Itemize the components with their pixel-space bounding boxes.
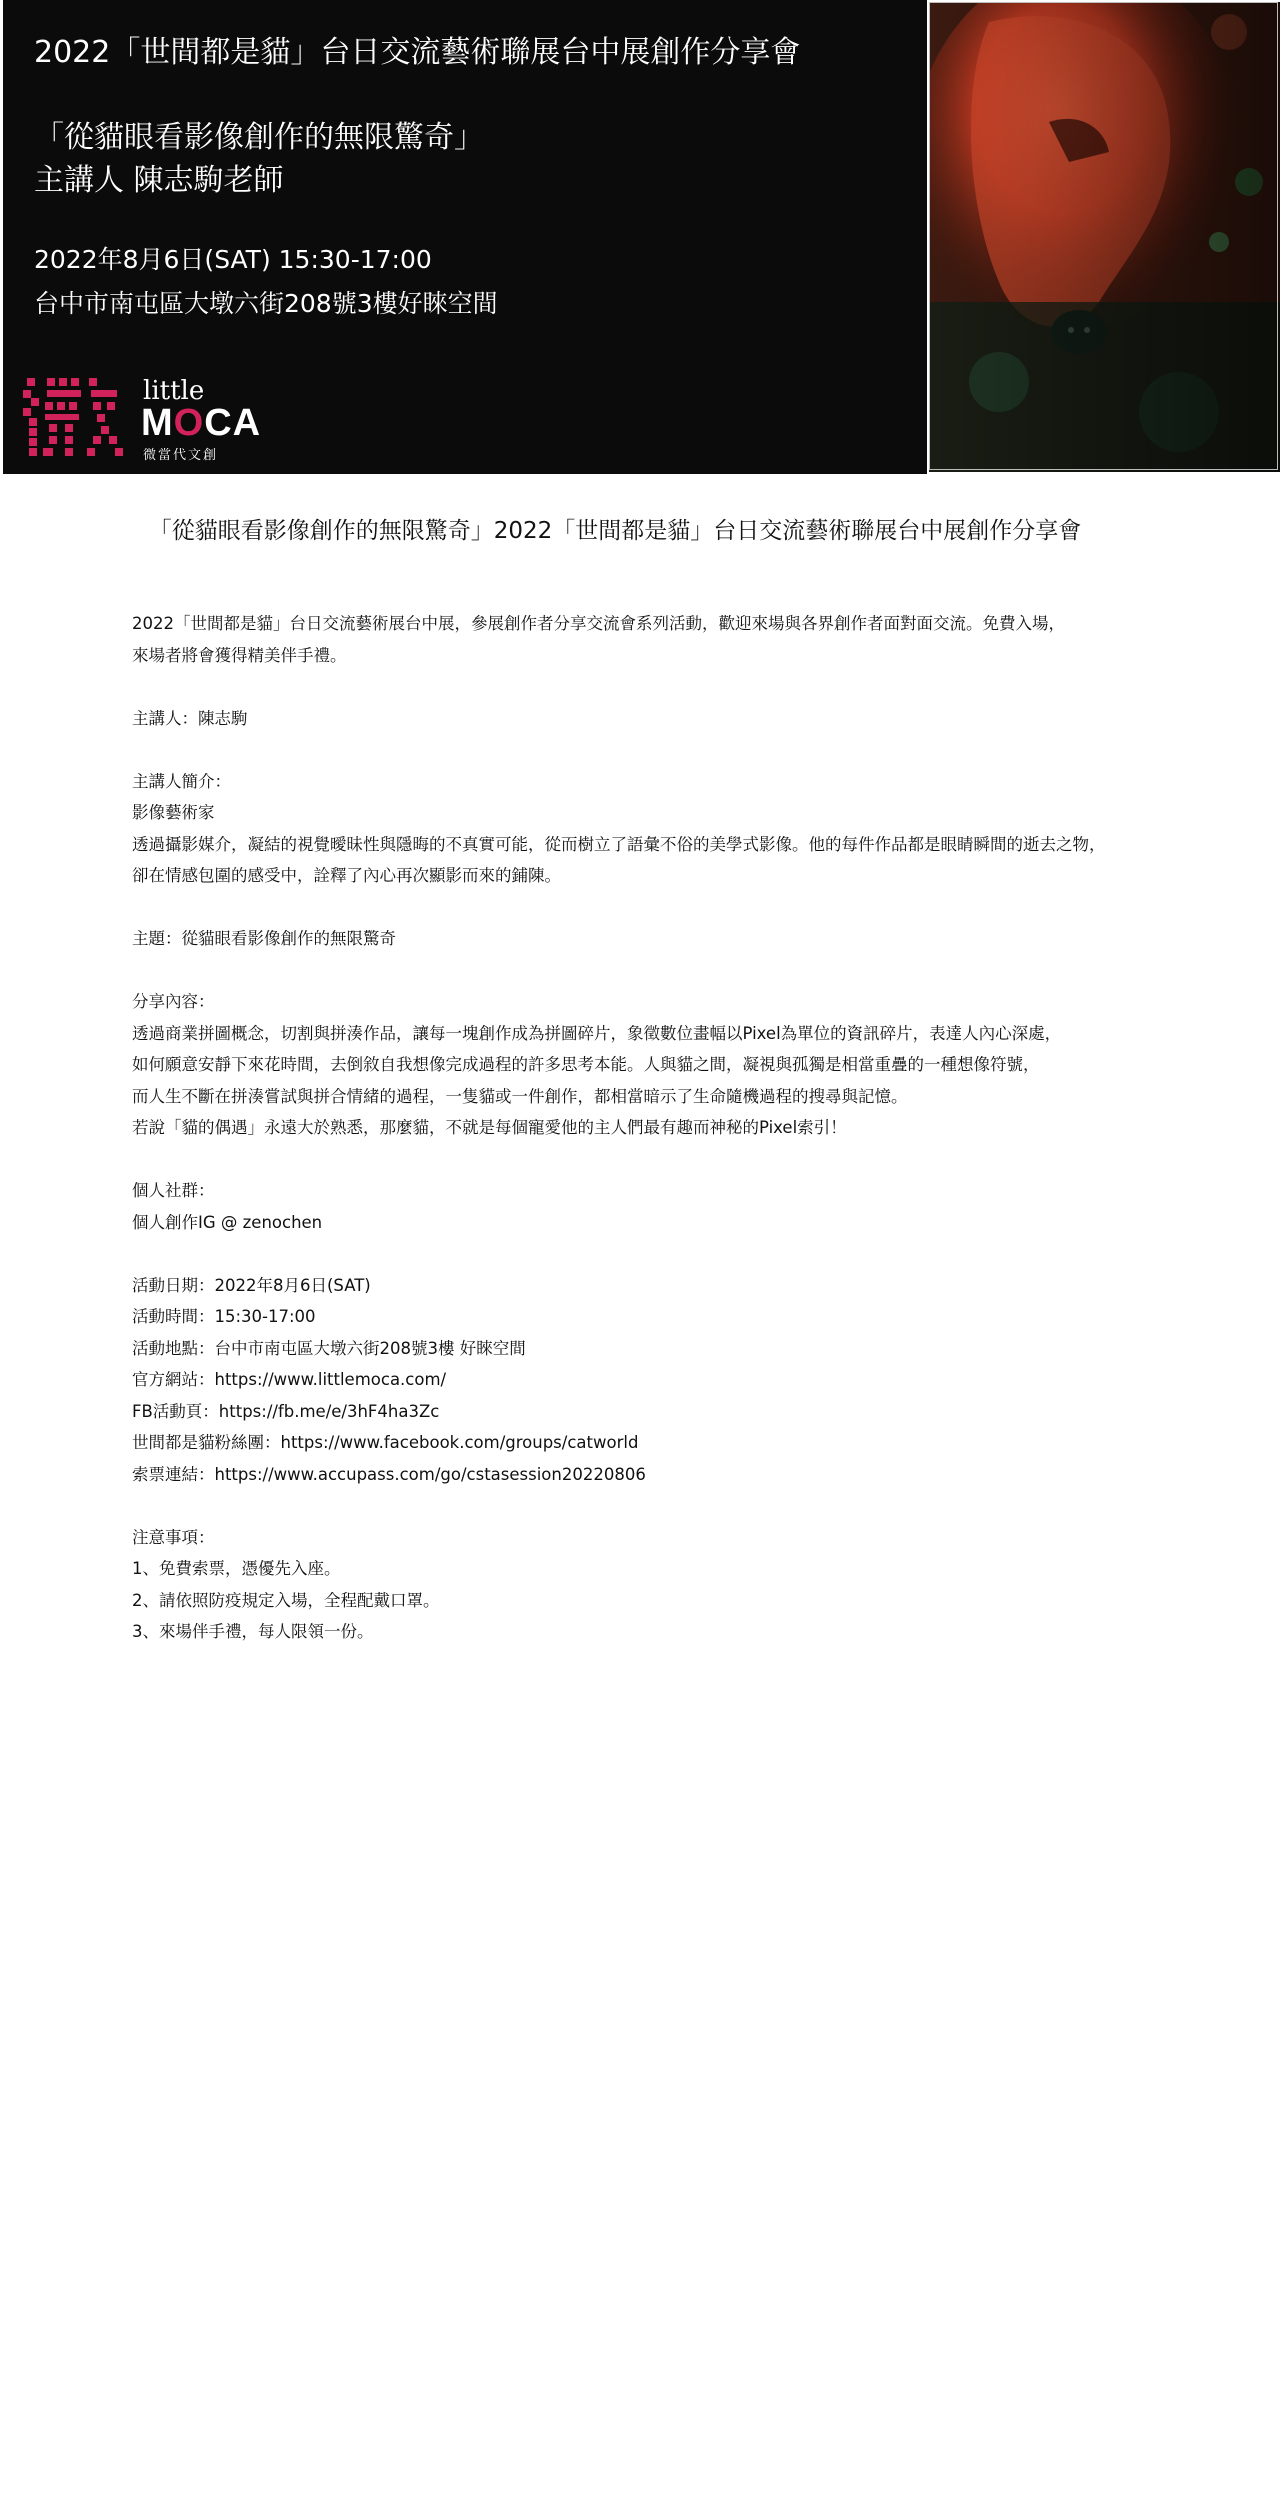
profile-role: 影像藝術家 <box>132 803 215 822</box>
logo-little-text: little <box>143 376 205 406</box>
info-ticket-link[interactable]: 索票連結：https://www.accupass.com/go/cstasession20220806 <box>132 1464 646 1484</box>
logo-moca-m: M <box>141 402 174 444</box>
banner-title: 2022「世間都是貓」台日交流藝術聯展台中展創作分享會 <box>34 35 801 70</box>
notes-heading: 注意事項： <box>132 1527 215 1547</box>
banner-datetime: 2022年8月6日(SAT) 15:30-17:00 <box>34 245 432 274</box>
event-description <box>132 608 1212 1648</box>
artwork-image <box>929 2 1280 472</box>
info-website-link[interactable]: 官方網站：https://www.littlemoca.com/ <box>132 1370 447 1389</box>
info-fans-link[interactable]: 世間都是貓粉絲團：https://www.facebook.com/groups/catworld <box>132 1433 639 1452</box>
intro-line-2: 來場者將會獲得精美伴手禮。 <box>132 645 347 665</box>
social-heading: 個人社群： <box>132 1181 215 1200</box>
notes-item-3: 3、來場伴手禮，每人限領一份。 <box>132 1622 374 1641</box>
share-line-4: 若說「貓的偶遇」永遠大於熟悉，那麼貓，不就是每個寵愛他的主人們最有趣而神秘的Pixel索引！ <box>132 1118 847 1137</box>
social-ig: 個人創作IG @ zenochen <box>132 1212 323 1232</box>
logo-moca-ca: CA <box>204 402 262 444</box>
info-date: 活動日期：2022年8月6日(SAT) <box>132 1275 371 1295</box>
banner-subtitle: 「從貓眼看影像創作的無限驚奇」 <box>34 120 484 155</box>
info-fb-link[interactable]: FB活動頁：https://fb.me/e/3hF4ha3Zc <box>132 1401 440 1421</box>
notes-item-1: 1、免費索票，憑優先入座。 <box>132 1559 341 1578</box>
event-heading: 「從貓眼看影像創作的無限驚奇」2022「世間都是貓」台日交流藝術聯展台中展創作分享會 <box>148 518 1082 544</box>
share-line-1: 透過商業拼圖概念，切割與拼湊作品，讓每一塊創作成為拼圖碎片，象徵數位畫幅以Pixel為單位的資訊碎片，表達人內心深處， <box>132 1023 1062 1043</box>
banner-speaker: 主講人 陳志駒老師 <box>34 163 284 198</box>
info-time: 活動時間：15:30-17:00 <box>132 1307 316 1326</box>
share-heading: 分享內容： <box>132 992 215 1011</box>
share-line-3: 而人生不斷在拼湊嘗試與拼合情緒的過程，一隻貓或一件創作，都相當暗示了生命隨機過程的搜尋與記憶。 <box>132 1086 908 1106</box>
share-line-2: 如何願意安靜下來花時間，去倒敘自我想像完成過程的許多思考本能。人與貓之間，凝視與孤獨是相當重疊的一種想像符號， <box>132 1055 1040 1074</box>
notes-item-2: 2、請依照防疫規定入場，全程配戴口罩。 <box>132 1590 440 1610</box>
profile-heading: 主講人簡介： <box>132 771 231 791</box>
speaker-line: 主講人：陳志駒 <box>132 708 248 728</box>
logo-moca-text <box>141 402 261 445</box>
little-moca-logo <box>21 372 271 462</box>
profile-line-2: 卻在情感包圍的感受中，詮釋了內心再次顯影而來的鋪陳。 <box>132 866 561 885</box>
banner-text-panel <box>3 0 927 474</box>
logo-moca-o: O <box>173 402 205 444</box>
banner-address: 台中市南屯區大墩六街208號3樓好睞空間 <box>34 289 498 318</box>
profile-line-1: 透過攝影媒介，凝結的視覺曖昧性與隱晦的不真實可能，從而樹立了語彙不俗的美學式影像。他的每件作品都是眼睛瞬間的逝去之物， <box>132 834 1106 854</box>
event-banner <box>0 0 1280 474</box>
intro-line-1: 2022「世間都是貓」台日交流藝術展台中展，參展創作者分享交流會系列活動，歡迎來場與各界創作者面對面交流。免費入場， <box>132 614 1065 633</box>
logo-subtitle: 微當代文創 <box>143 448 219 463</box>
moca-logo-mark-icon <box>21 376 125 460</box>
artwork-portrait-icon <box>929 2 1280 472</box>
topic-line: 主題：從貓眼看影像創作的無限驚奇 <box>132 929 396 948</box>
info-place: 活動地點：台中市南屯區大墩六街208號3樓 好睞空間 <box>132 1338 526 1358</box>
